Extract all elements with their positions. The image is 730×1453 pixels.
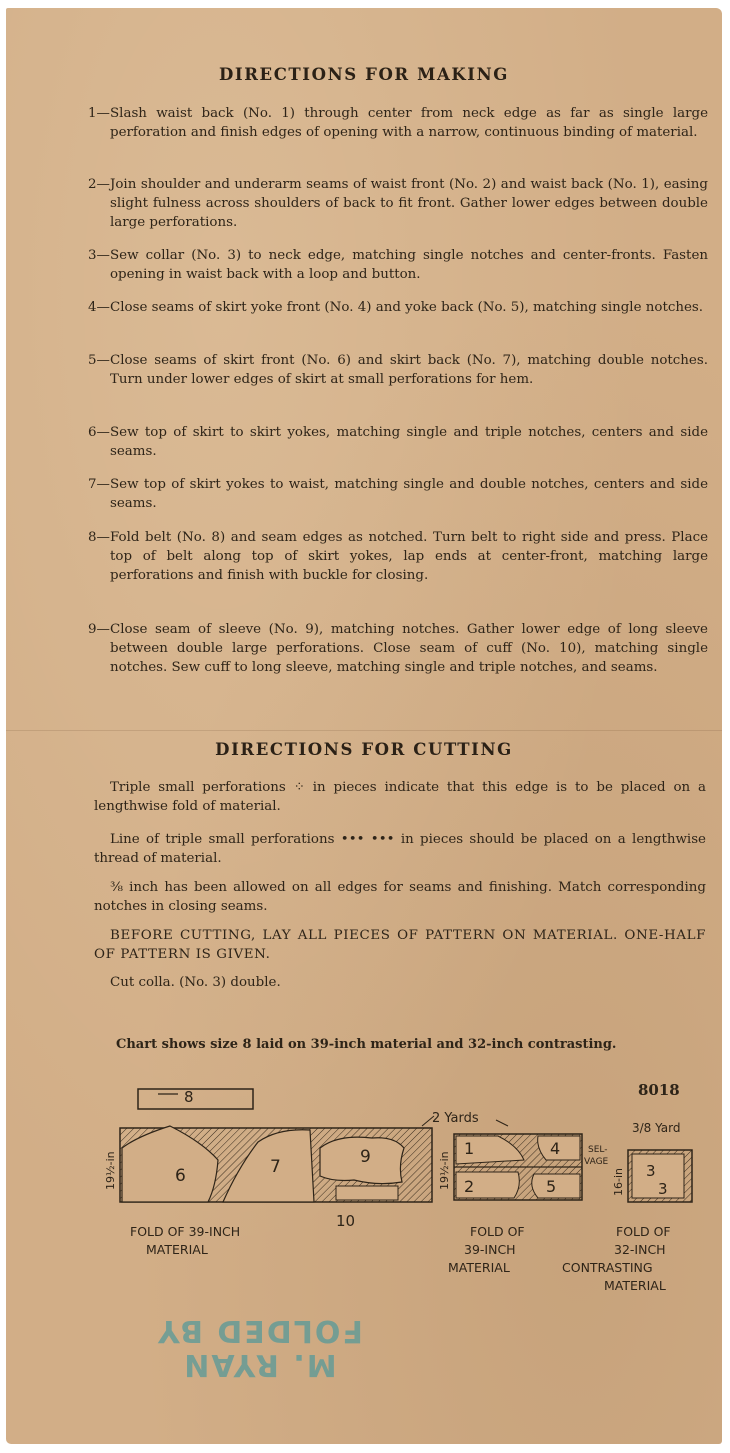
layout-39-inch-waist	[422, 1111, 609, 1275]
collar-number-a: 3	[646, 1162, 656, 1180]
layout2-material-label: MATERIAL	[448, 1260, 510, 1275]
layout3-width-label: 16-in	[612, 1168, 625, 1196]
making-heading: DIRECTIONS FOR MAKING	[218, 65, 509, 84]
cutting-paragraph-collar: Cut colla. (No. 3) double.	[110, 975, 281, 990]
step-number: 2—	[88, 177, 110, 192]
cutting-layout-diagram	[98, 1086, 718, 1301]
step-text: Fold belt (No. 8) and seam edges as notched. Turn belt to right side and press. Place top of belt along top of skirt yokes, lap ends at center-front, matching large perforations and finish with buckle for closing.	[110, 530, 708, 583]
layout2-inch-label: 39-INCH	[464, 1242, 516, 1257]
layout1-fold-label: FOLD OF 39-INCH	[130, 1224, 241, 1239]
pattern-number: 8018	[638, 1081, 680, 1099]
layout3-inch-label: 32-INCH	[614, 1242, 666, 1257]
cutting-paragraph-before: BEFORE CUTTING, LAY ALL PIECES OF PATTERN ON MATERIAL. ONE-HALF OF PATTERN IS GIVEN.	[94, 928, 706, 962]
layout3-yards-label: 3/8 Yard	[632, 1121, 681, 1135]
layout3-fold-label: FOLD OF	[616, 1224, 671, 1239]
skirt-back-number: 7	[270, 1157, 281, 1177]
step-text: Join shoulder and underarm seams of waist front (No. 2) and waist back (No. 1), easing slight fulness across shoulders of back to fit front. Gather lower edges between double large perforations.	[110, 177, 708, 230]
layout3-contrasting-label: CONTRASTING	[562, 1260, 653, 1275]
cuff-piece	[336, 1186, 398, 1200]
waist-back-number: 1	[464, 1139, 475, 1158]
chart-caption: Chart shows size 8 laid on 39-inch material and 32-inch contrasting.	[116, 1037, 617, 1052]
step-text: Close seams of skirt front (No. 6) and skirt back (No. 7), matching double notches. Turn under lower edges of skirt at small perforations for hem.	[110, 353, 708, 387]
yoke-front-number: 4	[550, 1139, 561, 1158]
cutting-heading: DIRECTIONS FOR CUTTING	[215, 740, 513, 759]
folded-by-stamp	[156, 1313, 363, 1381]
cutting-paragraph-thread: Line of triple small perforations ••• ••• in pieces should be placed on a lengthwise thread of material.	[94, 832, 706, 866]
making-step-1	[88, 104, 708, 142]
stamp-name: M. RYAN	[182, 1347, 337, 1382]
step-number: 5—	[88, 353, 110, 368]
layout1-width-label: 19½-in	[104, 1151, 117, 1190]
step-number: 9—	[88, 622, 110, 637]
making-step-3	[88, 246, 708, 284]
making-step-5	[88, 351, 708, 389]
stamp-folded-by: FOLDED BY	[156, 1313, 363, 1348]
making-step-7	[88, 475, 708, 513]
skirt-front-number: 6	[175, 1166, 186, 1186]
layout3-material-label: MATERIAL	[604, 1278, 666, 1293]
paper-fold-line	[6, 730, 722, 731]
belt-piece	[138, 1089, 253, 1109]
step-text: Close seams of skirt yoke front (No. 4) and yoke back (No. 5), matching single notches.	[110, 300, 704, 315]
layout2-fold-label: FOLD OF	[470, 1224, 525, 1239]
step-text: Sew collar (No. 3) to neck edge, matching single notches and center-fronts. Fasten opening in waist back with a loop and button.	[110, 248, 708, 282]
step-number: 3—	[88, 248, 110, 263]
layout-39-inch-main	[104, 1088, 432, 1257]
making-step-8	[88, 528, 708, 585]
sleeve-number: 9	[360, 1147, 371, 1167]
cuff-number: 10	[336, 1212, 356, 1230]
step-number: 6—	[88, 425, 110, 440]
collar-number-b: 3	[658, 1180, 668, 1198]
step-text: Close seam of sleeve (No. 9), matching notches. Gather lower edge of long sleeve between double large perforations. Close seam of cuff (No. 10), matching single notches. Sew cuff to long sleeve, matching single and triple notches, and seams.	[110, 622, 708, 675]
yoke-back-number: 5	[546, 1177, 557, 1196]
waist-front-number: 2	[464, 1177, 475, 1196]
cutting-paragraph-fold: Triple small perforations ⁘ in pieces indicate that this edge is to be placed on a lengthwise fold of material.	[94, 780, 706, 814]
step-number: 8—	[88, 530, 110, 545]
step-text: Slash waist back (No. 1) through center from neck edge as far as single large perforation and finish edges of opening with a narrow, continuous binding of material.	[110, 106, 708, 140]
step-number: 7—	[88, 477, 110, 492]
selvage-label-1: SEL-	[588, 1145, 608, 1155]
pattern-envelope-sheet	[6, 8, 722, 1444]
layout2-width-label: 19½-in	[438, 1151, 451, 1190]
step-number: 1—	[88, 106, 110, 121]
making-step-4	[88, 298, 708, 317]
making-step-6	[88, 423, 708, 461]
layout1-material-label: MATERIAL	[146, 1242, 208, 1257]
step-number: 4—	[88, 300, 110, 315]
making-step-9	[88, 620, 708, 677]
selvage-label-2: VAGE	[584, 1157, 609, 1167]
step-text: Sew top of skirt to skirt yokes, matching single and triple notches, centers and side seams.	[110, 425, 708, 459]
cutting-paragraph-seams: ⅜ inch has been allowed on all edges for seams and finishing. Match corresponding notches in closing seams.	[94, 880, 706, 914]
step-text: Sew top of skirt yokes to waist, matching single and double notches, centers and side seams.	[110, 477, 708, 511]
layout2-yards-label: 2 Yards	[432, 1111, 479, 1126]
belt-piece-number: 8	[184, 1088, 194, 1106]
making-step-2	[88, 175, 708, 232]
